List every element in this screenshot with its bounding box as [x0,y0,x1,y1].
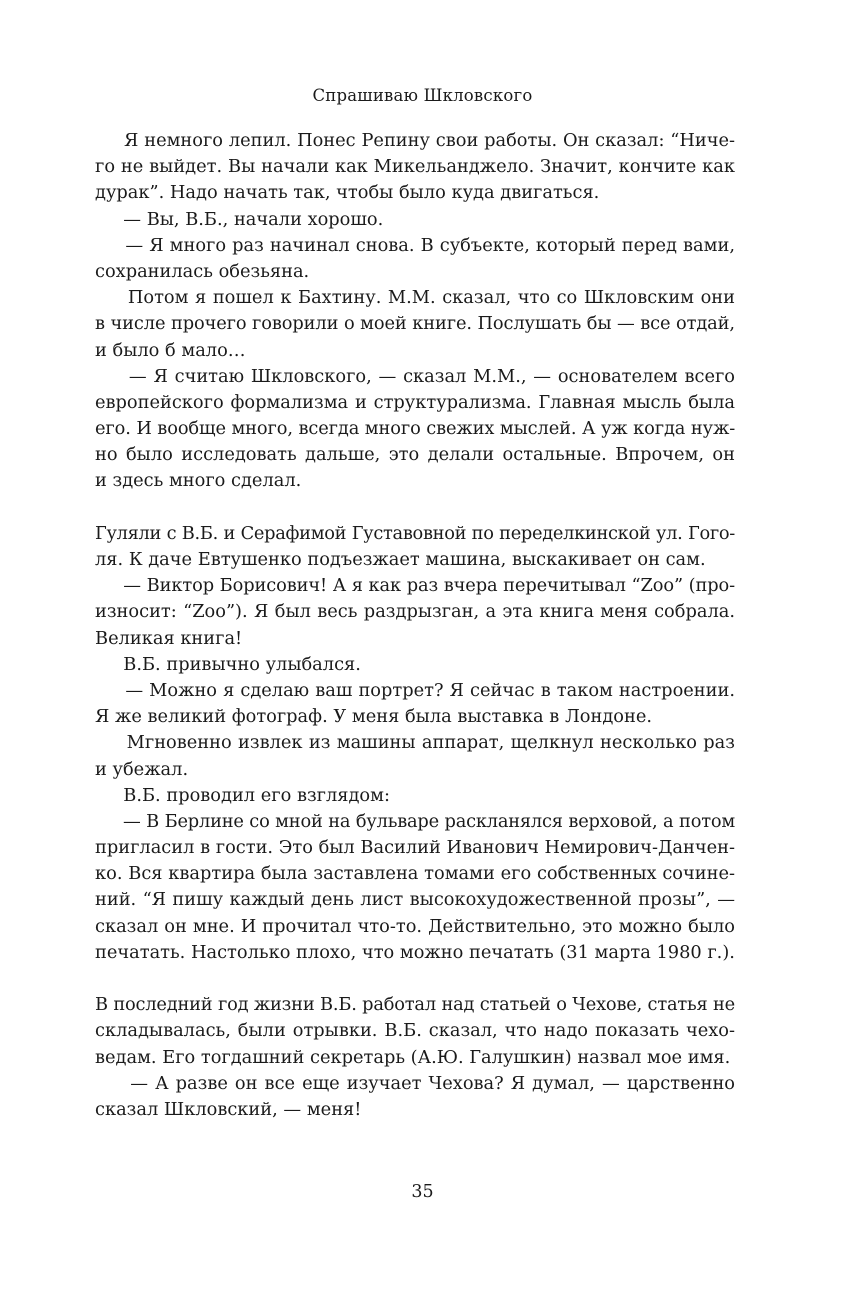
text-line: — Можно я сделаю ваш портрет? Я сейчас в таком настроении. [95,679,735,701]
paragraph-gap [95,495,735,521]
paragraph-gap [95,966,735,992]
text-line: Я немного лепил. Понес Репину свои работы. Он сказал: “Ниче- [95,130,735,151]
text-line: складывалась, были отрывки. В.Б. сказал, что надо показать чехо- [95,1020,735,1042]
text-line: — Я много раз начинал снова. В субъекте, который перед вами, [95,234,735,256]
page-number: 35 [411,1182,434,1202]
text-line: Мгновенно извлек из машины аппарат, щелкнул несколько раз [95,732,735,754]
text-line: В.Б. проводил его взглядом: [95,784,390,806]
text-line: Я же великий фотограф. У меня была выставка в Лондоне. [95,706,653,728]
text-line: го не выйдет. Вы начали как Микельанджело. Значит, кончите как [95,156,735,178]
text-line: ко. Вся квартира была заставлена томами его собственных сочине- [95,863,735,885]
text-line: сказал он мне. И прочитал что-то. Действительно, это можно было [95,915,735,937]
text-line: — А разве он все еще изучает Чехова? Я думал, — царственно [95,1072,735,1094]
text-line: ля. К даче Евтушенко подъезжает машина, выскакивает он сам. [95,549,706,570]
text-line: сохранилась обезьяна. [95,260,310,282]
text-line: дурак”. Надо начать так, чтобы было куда двигаться. [95,182,600,204]
text-line: и было б мало… [95,339,246,361]
text-line: печатать. Настолько плохо, что можно печатать (31 марта 1980 г.). [95,941,735,963]
text-line: износит: “Zoo”). Я был весь раздрызган, а эта книга меня собрала. [95,601,735,623]
text-line: европейского формализма и структурализма. Главная мысль была [95,391,735,413]
text-line: и здесь много сделал. [95,470,302,492]
text-line: Потом я пошел к Бахтину. М.М. сказал, что со Шкловским они [95,287,735,309]
running-title: Спрашиваю Шкловского [312,86,533,105]
text-line: в числе прочего говорили о моей книге. Послушать бы — все отдай, [95,313,735,335]
text-line: — Вы, В.Б., начали хорошо. [95,208,384,230]
text-line: но было исследовать дальше, это делали остальные. Впрочем, он [95,444,735,466]
text-line: ведам. Его тогдашний секретарь (А.Ю. Галушкин) назвал мое имя. [95,1046,731,1068]
text-line: В последний год жизни В.Б. работал над статьей о Чехове, статья не [95,994,735,1016]
body-text [95,128,735,1123]
text-line: В.Б. привычно улыбался. [95,653,361,675]
text-line: Великая книга! [95,627,243,649]
text-line: его. И вообще много, всегда много свежих мыслей. А уж когда нуж- [95,418,736,440]
text-line: — Я считаю Шкловского, — сказал М.М., — основателем всего [95,365,735,387]
text-line: — В Берлине со мной на бульваре раскланялся верховой, а потом [95,810,735,832]
text-line: ний. “Я пишу каждый день лист высокохудожественной прозы”, — [95,889,735,911]
text-line: — Виктор Борисович! А я как раз вчера перечитывал “Zoo” (про- [95,575,735,597]
text-line: и убежал. [95,758,189,780]
text-line: пригласил в гости. Это был Василий Иванович Немирович-Данчен- [95,837,735,859]
text-line: сказал Шкловский, — меня! [95,1098,362,1120]
text-line: Гуляли с В.Б. и Серафимой Густавовной по переделкинской ул. Гого- [95,522,735,544]
